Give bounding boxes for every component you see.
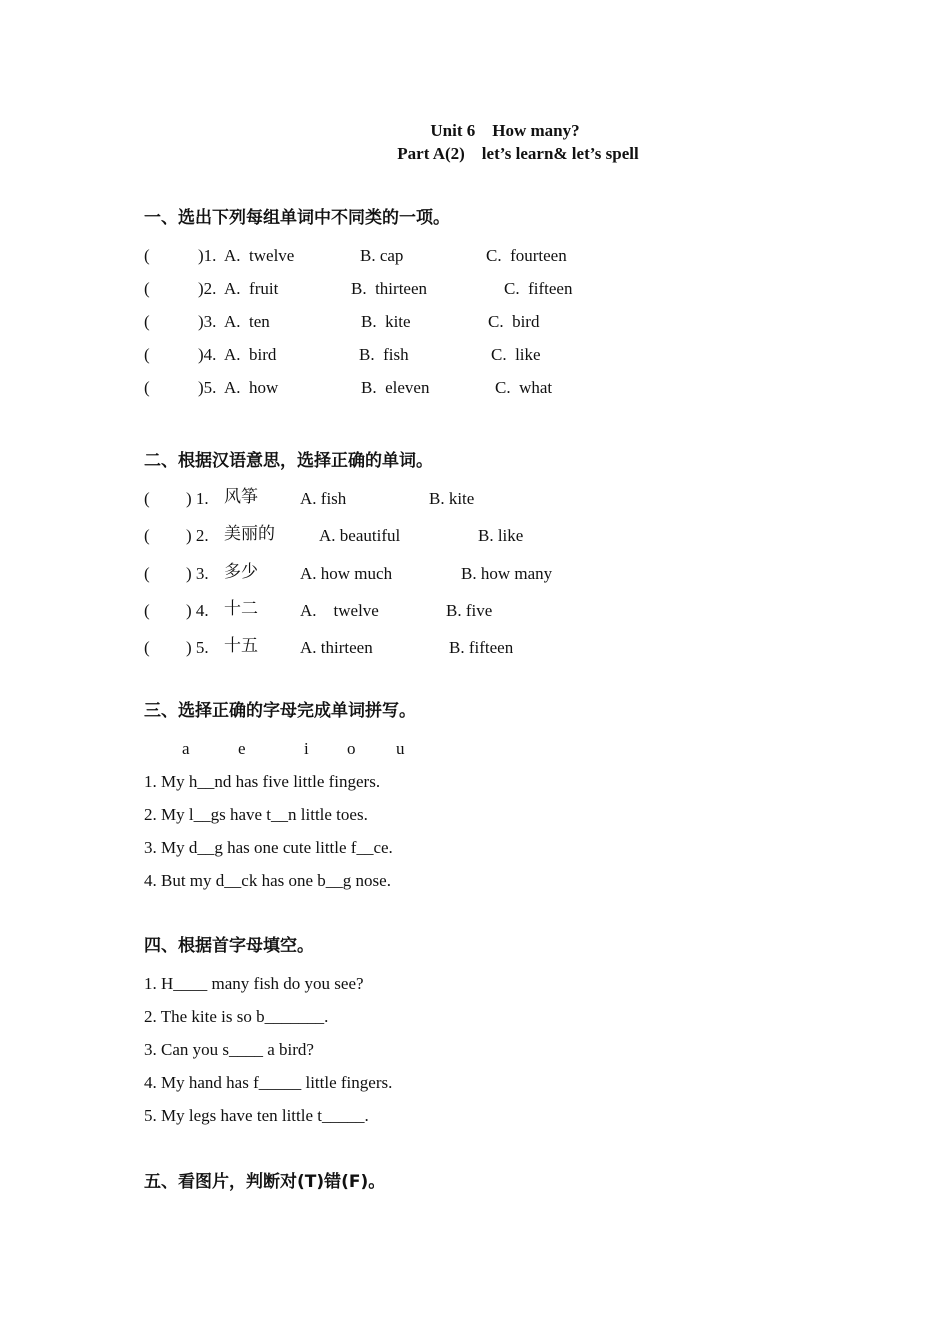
question-number: )5.: [198, 378, 217, 397]
letter-option: u: [396, 739, 405, 758]
option-c: C. like: [491, 345, 541, 364]
page-subtitle: Part A(2) let’s learn& let’s spell: [397, 144, 639, 163]
chinese-word: 十二: [224, 599, 258, 619]
option-b: B. like: [478, 526, 524, 545]
question-number: ) 4.: [186, 601, 209, 620]
chinese-word: 风筝: [224, 487, 258, 507]
option-b: B. thirteen: [351, 279, 428, 298]
option-a: A. fruit: [224, 279, 279, 298]
option-b: B. fish: [359, 345, 409, 364]
section5-heading: 五、看图片，判断对(T)错(F)。: [144, 1172, 386, 1192]
answer-bracket[interactable]: (: [144, 345, 150, 364]
section3-heading: 三、选择正确的字母完成单词拼写。: [144, 701, 416, 721]
option-b: B. kite: [429, 489, 475, 508]
option-a: A. how: [224, 378, 279, 397]
answer-bracket[interactable]: (: [144, 564, 150, 583]
question-number: ) 3.: [186, 564, 209, 583]
question-number: ) 2.: [186, 526, 209, 545]
question-number: )1.: [198, 246, 217, 265]
answer-bracket[interactable]: (: [144, 601, 150, 620]
spelling-sentence-1[interactable]: 1. My h__nd has five little fingers.: [144, 772, 381, 791]
answer-bracket[interactable]: (: [144, 378, 150, 397]
option-a: A. thirteen: [300, 638, 373, 657]
chinese-word: 美丽的: [224, 524, 275, 544]
question-number: ) 1.: [186, 489, 209, 508]
question-number: )2.: [198, 279, 217, 298]
option-a: A. twelve: [224, 246, 295, 265]
letter-option: e: [238, 739, 246, 758]
fill-sentence-5[interactable]: 5. My legs have ten little t_____.: [144, 1106, 369, 1125]
option-a: A. ten: [224, 312, 270, 331]
option-b: B. how many: [461, 564, 553, 583]
option-c: C. bird: [488, 312, 540, 331]
option-a: A. twelve: [300, 601, 379, 620]
fill-sentence-3[interactable]: 3. Can you s____ a bird?: [144, 1040, 314, 1059]
answer-bracket[interactable]: (: [144, 246, 150, 265]
page-title: Unit 6 How many?: [430, 121, 580, 140]
option-c: C. fifteen: [504, 279, 573, 298]
option-a: A. bird: [224, 345, 277, 364]
fill-sentence-1[interactable]: 1. H____ many fish do you see?: [144, 974, 364, 993]
answer-bracket[interactable]: (: [144, 312, 150, 331]
option-c: C. what: [495, 378, 553, 397]
answer-bracket[interactable]: (: [144, 279, 150, 298]
option-b: B. fifteen: [449, 638, 514, 657]
option-b: B. cap: [360, 246, 404, 265]
chinese-word: 多少: [224, 562, 258, 582]
question-number: ) 5.: [186, 638, 209, 657]
section1-heading: 一、选出下列每组单词中不同类的一项。: [144, 208, 450, 228]
option-a: A. beautiful: [319, 526, 401, 545]
fill-sentence-4[interactable]: 4. My hand has f_____ little fingers.: [144, 1073, 393, 1092]
chinese-word: 十五: [224, 636, 258, 656]
letter-option: i: [304, 739, 309, 758]
answer-bracket[interactable]: (: [144, 489, 150, 508]
section2-heading: 二、根据汉语意思，选择正确的单词。: [144, 451, 433, 471]
question-number: )3.: [198, 312, 217, 331]
answer-bracket[interactable]: (: [144, 526, 150, 545]
option-b: B. five: [446, 601, 493, 620]
letter-option: a: [182, 739, 190, 758]
spelling-sentence-3[interactable]: 3. My d__g has one cute little f__ce.: [144, 838, 393, 857]
option-a: A. fish: [300, 489, 347, 508]
option-b: B. kite: [361, 312, 411, 331]
fill-sentence-2[interactable]: 2. The kite is so b_______.: [144, 1007, 329, 1026]
question-number: )4.: [198, 345, 217, 364]
option-b: B. eleven: [361, 378, 430, 397]
answer-bracket[interactable]: (: [144, 638, 150, 657]
letter-option: o: [347, 739, 356, 758]
option-a: A. how much: [300, 564, 393, 583]
spelling-sentence-2[interactable]: 2. My l__gs have t__n little toes.: [144, 805, 368, 824]
section4-heading: 四、根据首字母填空。: [144, 936, 314, 956]
option-c: C. fourteen: [486, 246, 567, 265]
spelling-sentence-4[interactable]: 4. But my d__ck has one b__g nose.: [144, 871, 391, 890]
